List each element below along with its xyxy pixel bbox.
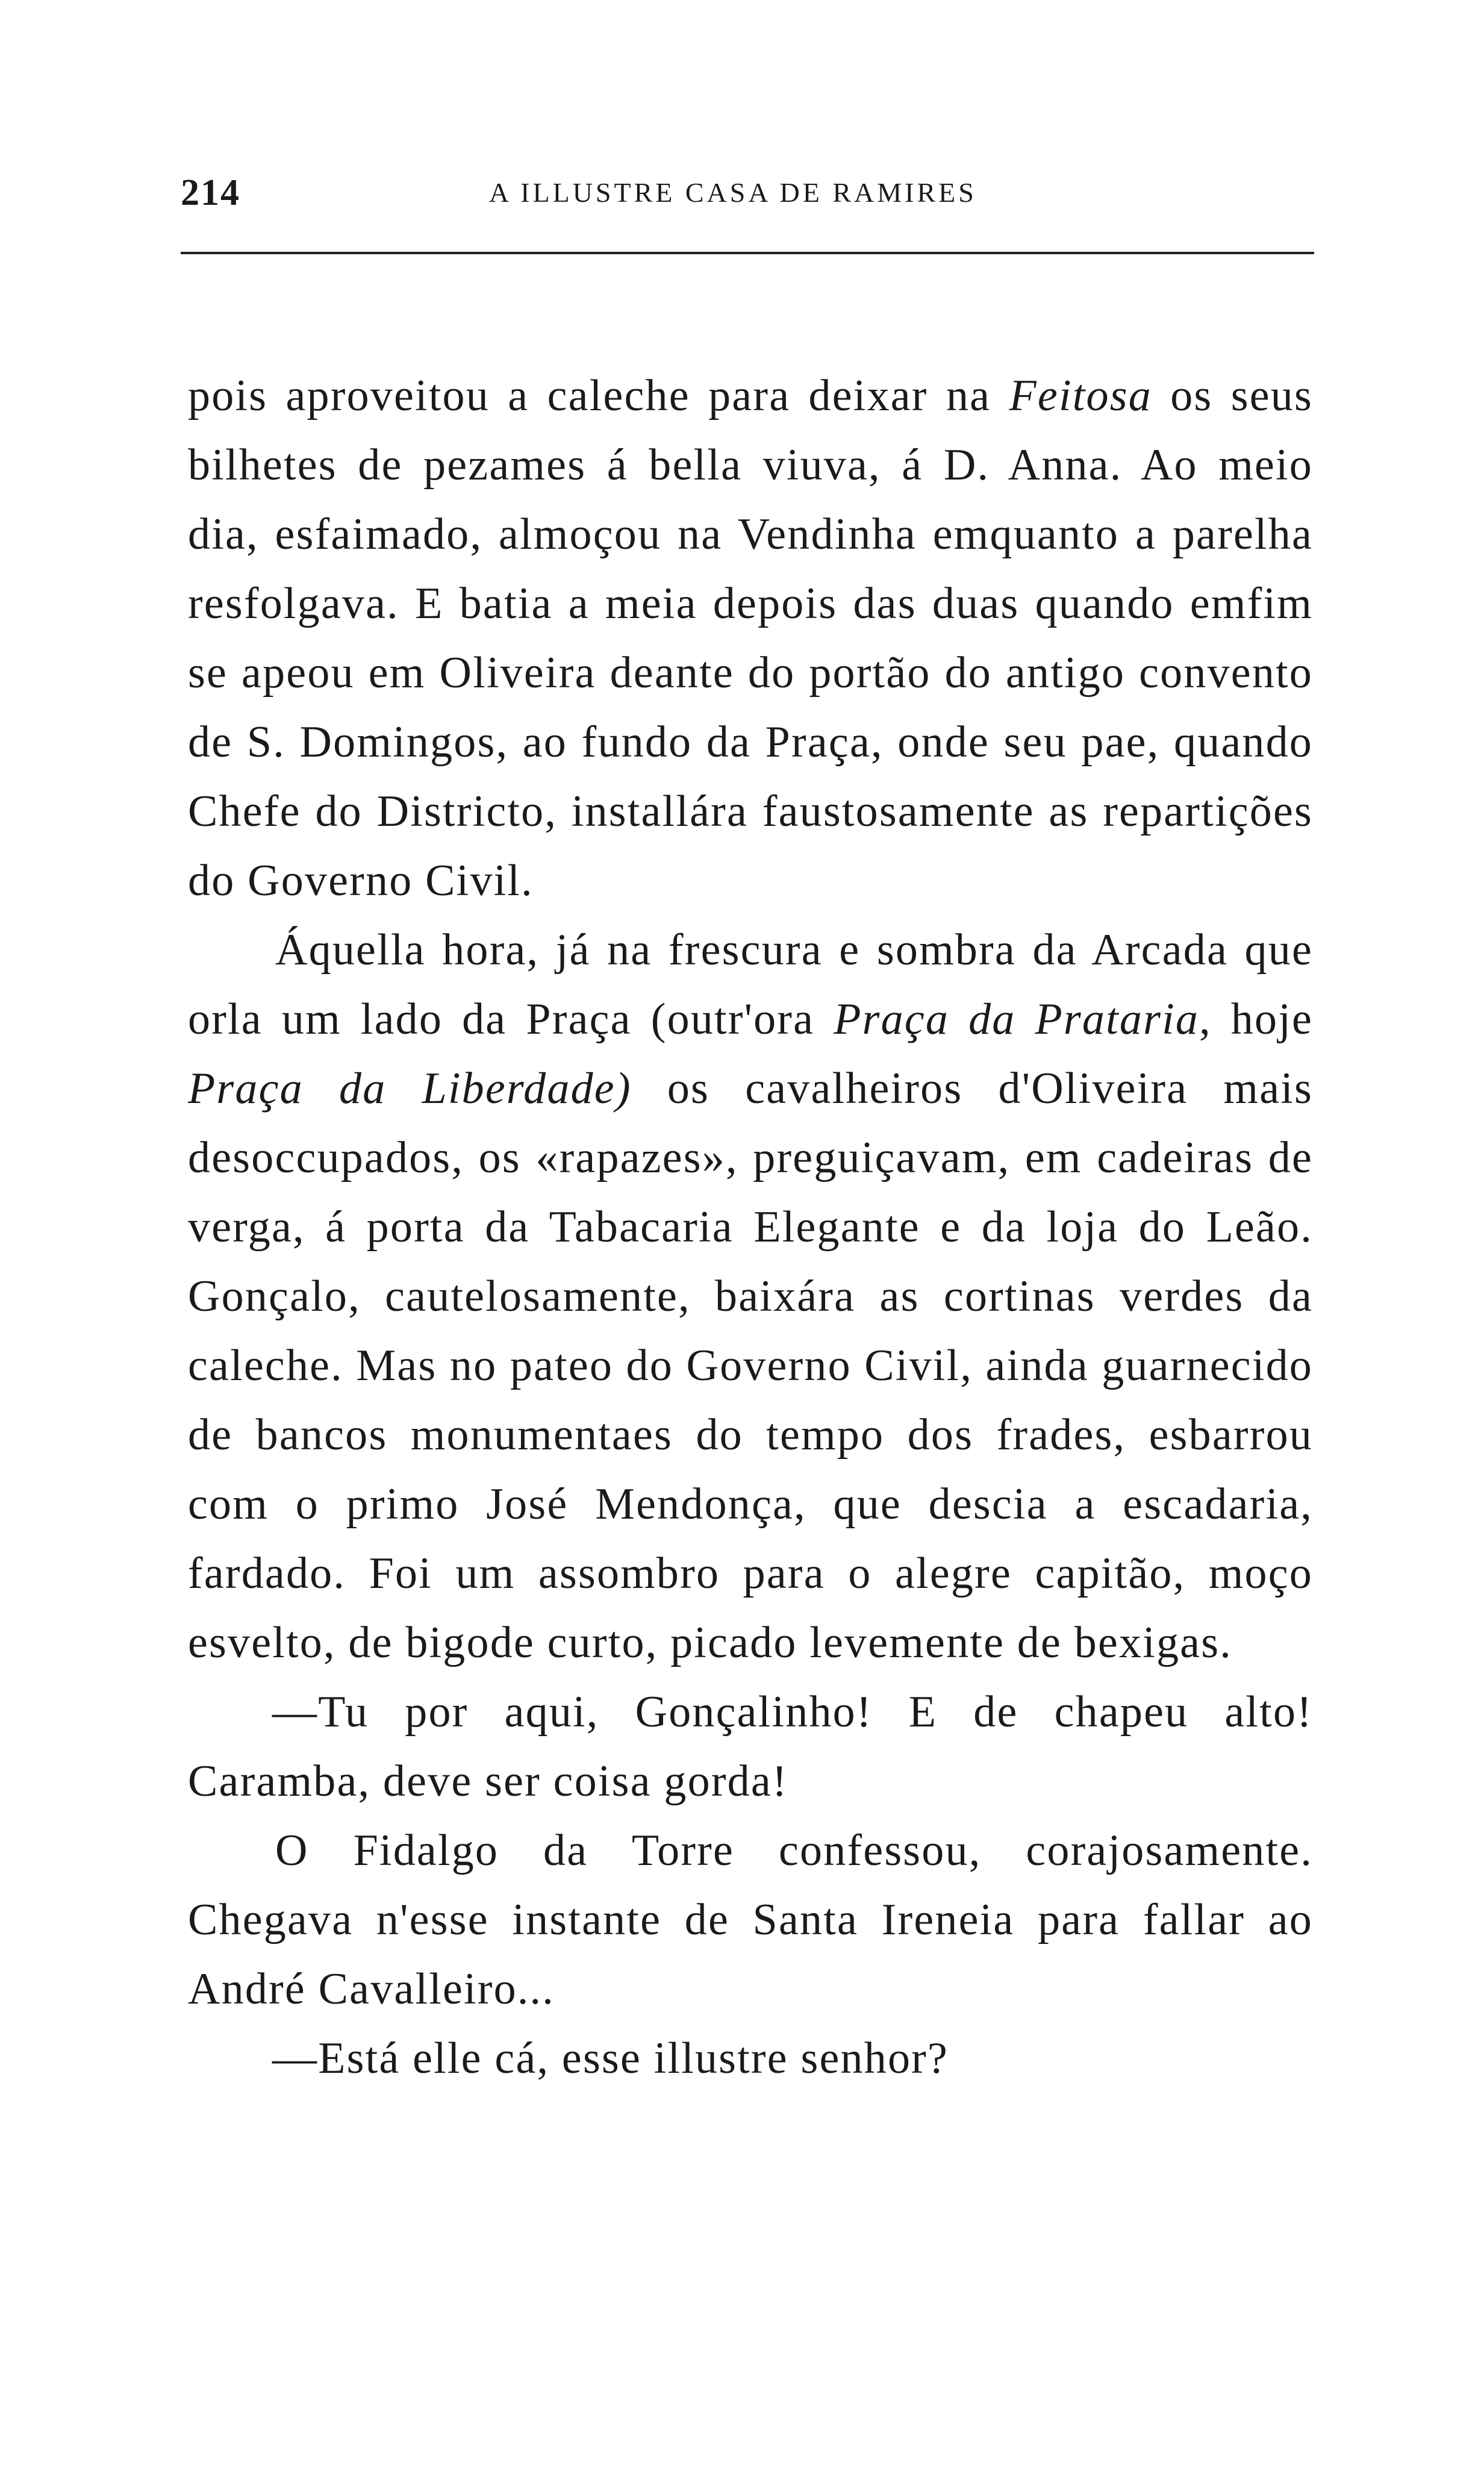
body-text [188, 361, 1313, 2093]
paragraph-2-text-a: Áquella hora, já na frescura e sombra da Arcada que orla um lado da Praça (outr'ora [188, 925, 1313, 1044]
header-rule [181, 252, 1314, 254]
paragraph-4: O Fidalgo da Torre confessou, corajosamente. Chegava n'esse instante de Santa Ireneia para fallar ao André Cavalleiro... [188, 1826, 1313, 2014]
paragraph-1-text-b: os seus bilhetes de pezames á bella viuva, á D. Anna. Ao meio dia, esfaimado, almoçou na Vendinha emquanto a parelha resfolgava. E batia a meia depois das duas quando emfim se apeou em Oliveira deante do portão do antigo convento de S. Domingos, ao fundo da Praça, onde seu pae, quando Chefe do Districto, installára faustosamente as repartições do Governo Civil. [188, 371, 1313, 905]
paragraph-1-italic-feitosa: Feitosa [1009, 371, 1152, 420]
paragraph-2-text-b: , hoje [1199, 995, 1313, 1044]
paragraph-5-dialogue: —Está elle cá, esse illustre senhor? [272, 2034, 949, 2083]
paragraph-3-dialogue: —Tu por aqui, Gonçalinho! E de chapeu alto! Caramba, deve ser coisa gorda! [188, 1687, 1313, 1806]
paragraph-1-text-a: pois aproveitou a caleche para deixar na [188, 371, 1009, 420]
page-header [181, 172, 1325, 220]
running-title: A ILLUSTRE CASA DE RAMIRES [489, 177, 977, 208]
paragraph-2-italic-praca-liberdade: Praça da Liberdade) [188, 1064, 632, 1113]
paragraph-2 [188, 916, 1313, 1678]
paragraph-2-italic-praca-prataria: Praça da Prataria [834, 995, 1200, 1044]
page-number: 214 [181, 172, 240, 213]
paragraph-2-text-c: os cavalheiros d'Oliveira mais desoccupados, os «rapazes», preguiçavam, em cadeiras de verga, á porta da Tabacaria Elegante e da loja do Leão. Gonçalo, cautelosamente, baixára as cortinas verdes da caleche. Mas no pateo do Governo Civil, ainda guarnecido de bancos monumentaes do tempo dos frades, esbarrou com o primo José Mendonça, que descia a escadaria, fardado. Foi um assombro para o alegre capitão, moço esvelto, de bigode curto, picado levemente de bexigas. [188, 1064, 1313, 1667]
paragraph-1 [188, 361, 1313, 916]
